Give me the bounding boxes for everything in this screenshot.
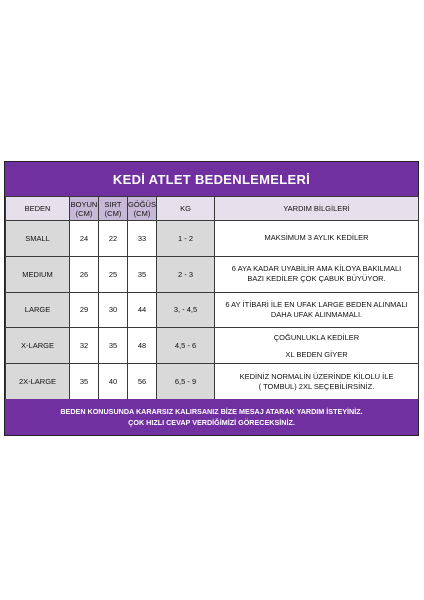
header-boyun-unit: (CM) — [75, 208, 93, 218]
footer-note — [5, 399, 418, 435]
info-cell — [215, 292, 419, 328]
info-line: 6 AYA KADAR UYABİLİR AMA KİLOYA BAKILMALI — [231, 264, 402, 274]
sirt-cell: 35 — [99, 328, 128, 364]
size-cell: LARGE — [6, 292, 70, 328]
header-sirt-unit: (CM) — [104, 208, 122, 218]
boyun-cell: 24 — [70, 221, 99, 257]
kg-cell: 3, - 4,5 — [157, 292, 215, 328]
boyun-cell: 32 — [70, 328, 99, 364]
sirt-cell: 22 — [99, 221, 128, 257]
sirt-cell: 30 — [99, 292, 128, 328]
table-row — [6, 221, 419, 257]
info-cell — [215, 364, 419, 400]
header-gogus-label: GÖĞÜS — [128, 199, 156, 209]
table-header-row — [6, 197, 419, 221]
info-cell — [215, 221, 419, 257]
size-chart — [4, 161, 419, 436]
size-table — [5, 196, 419, 400]
info-line: MAKSİMUM 3 AYLIK KEDİLER — [264, 233, 369, 243]
table-row — [6, 256, 419, 292]
header-kg: KG — [157, 197, 215, 221]
sirt-cell: 25 — [99, 256, 128, 292]
sirt-cell: 40 — [99, 364, 128, 400]
size-cell: X-LARGE — [6, 328, 70, 364]
header-gogus-unit: (CM) — [133, 208, 151, 218]
info-line: BAZI KEDİLER ÇOK ÇABUK BÜYÜYOR. — [247, 274, 386, 284]
header-sirt-label: SIRT — [104, 199, 122, 209]
gogus-cell: 56 — [128, 364, 157, 400]
info-line: 6 AY İTİBARİ İLE EN UFAK LARGE BEDEN ALINMALI — [225, 299, 408, 309]
table-row — [6, 364, 419, 400]
footer-line-2: ÇOK HIZLI CEVAP VERDİĞİMİZİ GÖRECEKSİNİZ. — [128, 418, 295, 427]
header-boyun — [70, 197, 99, 221]
table-row — [6, 292, 419, 328]
header-yardim: YARDIM BİLGİLERİ — [215, 197, 419, 221]
header-gogus — [128, 197, 157, 221]
header-sirt — [99, 197, 128, 221]
boyun-cell: 29 — [70, 292, 99, 328]
info-line: ( TOMBUL) 2XL SEÇEBİLİRSİNİZ. — [258, 381, 375, 391]
size-cell: SMALL — [6, 221, 70, 257]
table-row — [6, 328, 419, 364]
kg-cell: 2 - 3 — [157, 256, 215, 292]
size-cell: 2X-LARGE — [6, 364, 70, 400]
chart-title: KEDİ ATLET BEDENLEMELERİ — [5, 162, 418, 196]
info-line: XL BEDEN GİYER — [285, 349, 348, 359]
gogus-cell: 35 — [128, 256, 157, 292]
boyun-cell: 35 — [70, 364, 99, 400]
kg-cell: 4,5 - 6 — [157, 328, 215, 364]
gogus-cell: 48 — [128, 328, 157, 364]
kg-cell: 1 - 2 — [157, 221, 215, 257]
info-cell-highlight — [215, 328, 419, 364]
header-boyun-label: BOYUN — [70, 199, 98, 209]
gogus-cell: 44 — [128, 292, 157, 328]
info-line: DAHA UFAK ALINMAMALI. — [270, 309, 363, 319]
boyun-cell: 26 — [70, 256, 99, 292]
size-cell: MEDIUM — [6, 256, 70, 292]
info-line: KEDİNİZ NORMALİN ÜZERİNDE KİLOLU İLE — [239, 371, 394, 381]
footer-line-1: BEDEN KONUSUNDA KARARSIZ KALIRSANIZ BİZE MESAJ ATARAK YARDIM İSTEYİNİZ. — [60, 407, 363, 416]
header-beden: BEDEN — [6, 197, 70, 221]
gogus-cell: 33 — [128, 221, 157, 257]
info-cell — [215, 256, 419, 292]
info-line: ÇOĞUNLUKLA KEDİLER — [273, 332, 360, 342]
kg-cell: 6,5 - 9 — [157, 364, 215, 400]
